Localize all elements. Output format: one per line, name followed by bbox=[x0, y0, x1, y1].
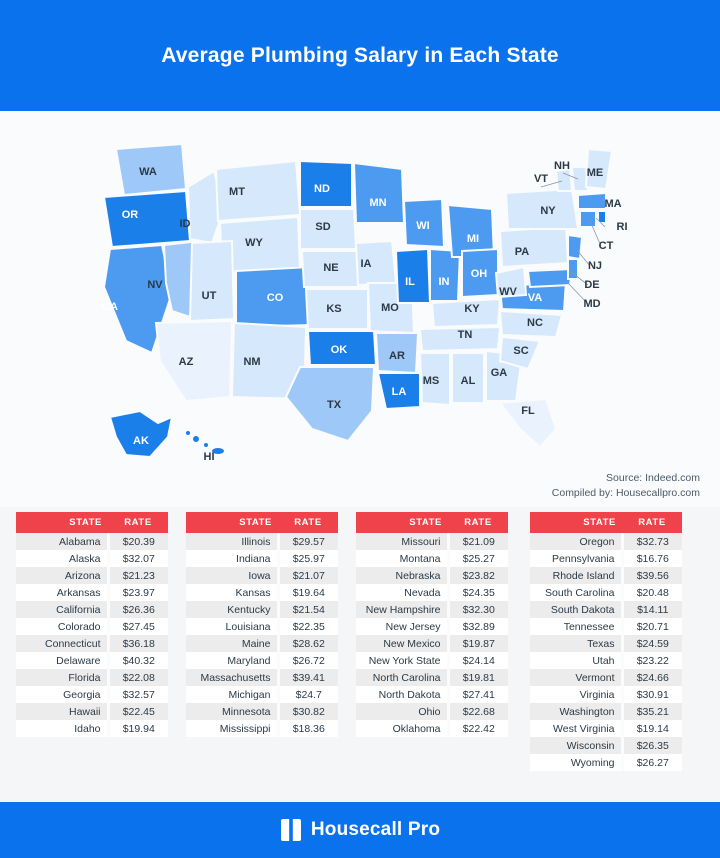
map-label-ak: AK bbox=[133, 435, 149, 447]
state-shape-ut bbox=[190, 241, 234, 321]
cell-rate: $32.30 bbox=[448, 601, 508, 618]
map-label-nj: NJ bbox=[587, 260, 603, 272]
cell-rate: $23.22 bbox=[622, 652, 682, 669]
cell-state: Connecticut bbox=[16, 635, 108, 652]
cell-state: Tennessee bbox=[530, 618, 622, 635]
cell-rate: $22.35 bbox=[278, 618, 338, 635]
cell-state: West Virginia bbox=[530, 720, 622, 737]
map-label-va: VA bbox=[527, 292, 543, 304]
table-row bbox=[356, 584, 508, 601]
table-row bbox=[530, 567, 682, 584]
cell-rate: $27.41 bbox=[448, 686, 508, 703]
map-label-fl: FL bbox=[521, 405, 535, 417]
cell-state: Ohio bbox=[356, 703, 448, 720]
cell-rate: $14.11 bbox=[622, 601, 682, 618]
table-row bbox=[530, 618, 682, 635]
table-row bbox=[16, 669, 168, 686]
table-row bbox=[356, 533, 508, 550]
cell-state: Oklahoma bbox=[356, 720, 448, 737]
cell-rate: $19.64 bbox=[278, 584, 338, 601]
source-line-1: Source: Indeed.com bbox=[606, 472, 700, 484]
map-label-vt: VT bbox=[533, 173, 549, 185]
map-label-nh: NH bbox=[554, 160, 570, 172]
cell-state: New Jersey bbox=[356, 618, 448, 635]
table-row bbox=[186, 533, 338, 550]
cell-rate: $26.27 bbox=[622, 754, 682, 771]
table-row bbox=[186, 550, 338, 567]
salary-table bbox=[530, 512, 682, 771]
column-header-state: STATE bbox=[16, 512, 108, 533]
cell-state: Washington bbox=[530, 703, 622, 720]
cell-state: Maine bbox=[186, 635, 278, 652]
map-label-ky: KY bbox=[464, 303, 480, 315]
map-label-ga: GA bbox=[490, 367, 508, 379]
cell-rate: $18.36 bbox=[278, 720, 338, 737]
column-header-rate: RATE bbox=[108, 512, 168, 533]
cell-state: New York State bbox=[356, 652, 448, 669]
table-header-row bbox=[16, 512, 168, 533]
table-row bbox=[530, 737, 682, 754]
table-row bbox=[356, 601, 508, 618]
table-row bbox=[16, 703, 168, 720]
cell-state: Wyoming bbox=[530, 754, 622, 771]
table-row bbox=[186, 567, 338, 584]
cell-rate: $16.76 bbox=[622, 550, 682, 567]
cell-state: Texas bbox=[530, 635, 622, 652]
map-label-wa: WA bbox=[139, 166, 157, 178]
cell-state: Nevada bbox=[356, 584, 448, 601]
table-row bbox=[356, 618, 508, 635]
cell-rate: $24.35 bbox=[448, 584, 508, 601]
cell-rate: $22.08 bbox=[108, 669, 168, 686]
map-label-ok: OK bbox=[330, 344, 348, 356]
cell-rate: $20.71 bbox=[622, 618, 682, 635]
cell-state: Utah bbox=[530, 652, 622, 669]
state-shape-ma bbox=[578, 193, 606, 209]
cell-rate: $21.07 bbox=[278, 567, 338, 584]
cell-rate: $30.82 bbox=[278, 703, 338, 720]
brand-name: Housecall Pro bbox=[310, 819, 441, 840]
table-row bbox=[530, 754, 682, 771]
table-row bbox=[16, 652, 168, 669]
table-row bbox=[530, 550, 682, 567]
map-label-ma: MA bbox=[604, 198, 622, 210]
column-header-rate: RATE bbox=[622, 512, 682, 533]
state-shape-mn bbox=[354, 163, 404, 223]
cell-rate: $20.48 bbox=[622, 584, 682, 601]
cell-rate: $39.41 bbox=[278, 669, 338, 686]
cell-state: Wisconsin bbox=[530, 737, 622, 754]
map-label-nv: NV bbox=[147, 279, 163, 291]
table-row bbox=[530, 686, 682, 703]
map-label-ct: CT bbox=[598, 240, 614, 252]
map-label-mt: MT bbox=[229, 186, 245, 198]
cell-state: Pennsylvania bbox=[530, 550, 622, 567]
state-shape-ak bbox=[110, 411, 172, 457]
map-label-ia: IA bbox=[360, 258, 372, 270]
table-row bbox=[530, 601, 682, 618]
map-label-or: OR bbox=[121, 209, 139, 221]
map-label-mi: MI bbox=[466, 233, 480, 245]
cell-rate: $29.57 bbox=[278, 533, 338, 550]
footer-banner bbox=[0, 802, 720, 858]
cell-rate: $23.97 bbox=[108, 584, 168, 601]
cell-state: California bbox=[16, 601, 108, 618]
cell-rate: $28.62 bbox=[278, 635, 338, 652]
table-row bbox=[530, 652, 682, 669]
map-label-wi: WI bbox=[416, 220, 430, 232]
cell-rate: $40.32 bbox=[108, 652, 168, 669]
cell-state: Minnesota bbox=[186, 703, 278, 720]
cell-rate: $24.59 bbox=[622, 635, 682, 652]
cell-rate: $24.7 bbox=[278, 686, 338, 703]
salary-table bbox=[186, 512, 338, 737]
map-label-wv: WV bbox=[499, 286, 517, 298]
table-row bbox=[186, 618, 338, 635]
cell-state: Michigan bbox=[186, 686, 278, 703]
cell-state: Hawaii bbox=[16, 703, 108, 720]
map-label-ut: UT bbox=[201, 290, 217, 302]
map-label-la: LA bbox=[391, 386, 407, 398]
column-header-state: STATE bbox=[530, 512, 622, 533]
cell-rate: $30.91 bbox=[622, 686, 682, 703]
cell-state: Vermont bbox=[530, 669, 622, 686]
table-row bbox=[356, 567, 508, 584]
cell-rate: $23.82 bbox=[448, 567, 508, 584]
map-label-wy: WY bbox=[245, 237, 263, 249]
map-label-nm: NM bbox=[243, 356, 261, 368]
state-shape-or bbox=[104, 191, 190, 247]
salary-table-column bbox=[530, 512, 682, 771]
cell-rate: $19.81 bbox=[448, 669, 508, 686]
cell-rate: $35.21 bbox=[622, 703, 682, 720]
cell-state: Massachusetts bbox=[186, 669, 278, 686]
map-label-ca: CA bbox=[102, 301, 118, 313]
cell-rate: $26.36 bbox=[108, 601, 168, 618]
state-shape-az bbox=[156, 321, 232, 401]
map-label-nc: NC bbox=[527, 317, 543, 329]
cell-state: Kentucky bbox=[186, 601, 278, 618]
table-row bbox=[530, 669, 682, 686]
cell-state: Alabama bbox=[16, 533, 108, 550]
map-label-id: ID bbox=[179, 218, 191, 230]
column-header-state: STATE bbox=[356, 512, 448, 533]
cell-state: New Hampshire bbox=[356, 601, 448, 618]
book-icon bbox=[280, 818, 302, 842]
cell-rate: $32.73 bbox=[622, 533, 682, 550]
header-banner bbox=[0, 0, 720, 111]
map-label-il: IL bbox=[405, 276, 415, 288]
table-header-row bbox=[530, 512, 682, 533]
map-label-in: IN bbox=[438, 276, 450, 288]
table-row bbox=[186, 601, 338, 618]
table-row bbox=[186, 584, 338, 601]
table-row bbox=[186, 669, 338, 686]
cell-state: New Mexico bbox=[356, 635, 448, 652]
map-label-hi: HI bbox=[203, 451, 215, 463]
map-label-mo: MO bbox=[381, 302, 399, 314]
table-row bbox=[186, 703, 338, 720]
cell-state: South Carolina bbox=[530, 584, 622, 601]
map-label-ri: RI bbox=[616, 221, 628, 233]
cell-rate: $32.57 bbox=[108, 686, 168, 703]
cell-state: Kansas bbox=[186, 584, 278, 601]
cell-state: Arkansas bbox=[16, 584, 108, 601]
cell-state: Florida bbox=[16, 669, 108, 686]
table-row bbox=[356, 686, 508, 703]
map-label-sc: SC bbox=[513, 345, 529, 357]
map-label-ar: AR bbox=[389, 350, 405, 362]
table-row bbox=[356, 703, 508, 720]
cell-state: Montana bbox=[356, 550, 448, 567]
map-label-pa: PA bbox=[514, 246, 530, 258]
salary-table bbox=[16, 512, 168, 737]
map-label-sd: SD bbox=[315, 221, 331, 233]
us-map-section bbox=[0, 111, 720, 507]
map-label-md: MD bbox=[583, 298, 601, 310]
cell-state: Arizona bbox=[16, 567, 108, 584]
map-label-de: DE bbox=[584, 279, 600, 291]
cell-rate: $32.07 bbox=[108, 550, 168, 567]
map-label-mn: MN bbox=[369, 197, 387, 209]
cell-rate: $24.14 bbox=[448, 652, 508, 669]
map-label-ny: NY bbox=[540, 205, 556, 217]
source-line-2: Compiled by: Housecallpro.com bbox=[551, 487, 700, 499]
cell-state: Idaho bbox=[16, 720, 108, 737]
map-label-al: AL bbox=[460, 375, 476, 387]
cell-rate: $27.45 bbox=[108, 618, 168, 635]
cell-rate: $25.27 bbox=[448, 550, 508, 567]
state-shape-ct bbox=[580, 211, 596, 227]
map-label-me: ME bbox=[586, 167, 604, 179]
salary-table-column bbox=[186, 512, 338, 737]
cell-state: Iowa bbox=[186, 567, 278, 584]
cell-rate: $26.72 bbox=[278, 652, 338, 669]
cell-state: Colorado bbox=[16, 618, 108, 635]
table-header-row bbox=[356, 512, 508, 533]
table-row bbox=[186, 686, 338, 703]
cell-rate: $21.23 bbox=[108, 567, 168, 584]
table-row bbox=[356, 669, 508, 686]
cell-rate: $20.39 bbox=[108, 533, 168, 550]
cell-rate: $25.97 bbox=[278, 550, 338, 567]
table-row bbox=[16, 550, 168, 567]
table-row bbox=[16, 618, 168, 635]
cell-state: Louisiana bbox=[186, 618, 278, 635]
map-label-ms: MS bbox=[422, 375, 440, 387]
cell-state: Indiana bbox=[186, 550, 278, 567]
table-row bbox=[16, 686, 168, 703]
cell-rate: $21.09 bbox=[448, 533, 508, 550]
map-label-oh: OH bbox=[470, 268, 488, 280]
cell-state: Nebraska bbox=[356, 567, 448, 584]
page-title: Average Plumbing Salary in Each State bbox=[161, 43, 559, 67]
cell-rate: $19.14 bbox=[622, 720, 682, 737]
table-row bbox=[16, 567, 168, 584]
salary-table-column bbox=[356, 512, 508, 737]
table-row bbox=[16, 584, 168, 601]
table-row bbox=[16, 533, 168, 550]
table-row bbox=[356, 550, 508, 567]
map-label-ks: KS bbox=[326, 303, 342, 315]
column-header-rate: RATE bbox=[448, 512, 508, 533]
salary-table bbox=[356, 512, 508, 737]
cell-rate: $22.45 bbox=[108, 703, 168, 720]
cell-state: Oregon bbox=[530, 533, 622, 550]
cell-rate: $39.56 bbox=[622, 567, 682, 584]
salary-tables bbox=[0, 512, 720, 802]
cell-rate: $26.35 bbox=[622, 737, 682, 754]
table-row bbox=[530, 584, 682, 601]
table-row bbox=[186, 720, 338, 737]
map-label-nd: ND bbox=[314, 183, 330, 195]
map-label-tn: TN bbox=[457, 329, 473, 341]
table-row bbox=[530, 635, 682, 652]
cell-state: Mississippi bbox=[186, 720, 278, 737]
map-label-co: CO bbox=[266, 292, 284, 304]
column-header-state: STATE bbox=[186, 512, 278, 533]
cell-rate: $19.87 bbox=[448, 635, 508, 652]
cell-state: South Dakota bbox=[530, 601, 622, 618]
table-row bbox=[186, 635, 338, 652]
cell-state: Georgia bbox=[16, 686, 108, 703]
salary-table-column bbox=[16, 512, 168, 737]
table-row bbox=[356, 720, 508, 737]
table-row bbox=[530, 703, 682, 720]
cell-state: Rhode Island bbox=[530, 567, 622, 584]
source-credit bbox=[552, 471, 700, 501]
cell-state: Virginia bbox=[530, 686, 622, 703]
table-row bbox=[16, 601, 168, 618]
table-row bbox=[530, 533, 682, 550]
cell-state: Missouri bbox=[356, 533, 448, 550]
table-header-row bbox=[186, 512, 338, 533]
cell-rate: $22.42 bbox=[448, 720, 508, 737]
state-shape-md bbox=[528, 269, 572, 287]
cell-state: North Dakota bbox=[356, 686, 448, 703]
table-row bbox=[16, 635, 168, 652]
cell-state: North Carolina bbox=[356, 669, 448, 686]
table-row bbox=[356, 652, 508, 669]
state-shape-vt bbox=[556, 169, 572, 191]
cell-state: Illinois bbox=[186, 533, 278, 550]
column-header-rate: RATE bbox=[278, 512, 338, 533]
table-row bbox=[530, 720, 682, 737]
table-row bbox=[186, 652, 338, 669]
cell-state: Delaware bbox=[16, 652, 108, 669]
map-label-tx: TX bbox=[326, 399, 342, 411]
map-label-ne: NE bbox=[323, 262, 339, 274]
cell-rate: $36.18 bbox=[108, 635, 168, 652]
cell-rate: $22.68 bbox=[448, 703, 508, 720]
cell-rate: $32.89 bbox=[448, 618, 508, 635]
table-row bbox=[356, 635, 508, 652]
cell-rate: $24.66 bbox=[622, 669, 682, 686]
cell-state: Alaska bbox=[16, 550, 108, 567]
map-label-az: AZ bbox=[178, 356, 194, 368]
cell-state: Maryland bbox=[186, 652, 278, 669]
cell-rate: $19.94 bbox=[108, 720, 168, 737]
state-shape-pa bbox=[500, 227, 568, 267]
cell-rate: $21.54 bbox=[278, 601, 338, 618]
table-row bbox=[16, 720, 168, 737]
state-shape-nj bbox=[568, 235, 582, 259]
